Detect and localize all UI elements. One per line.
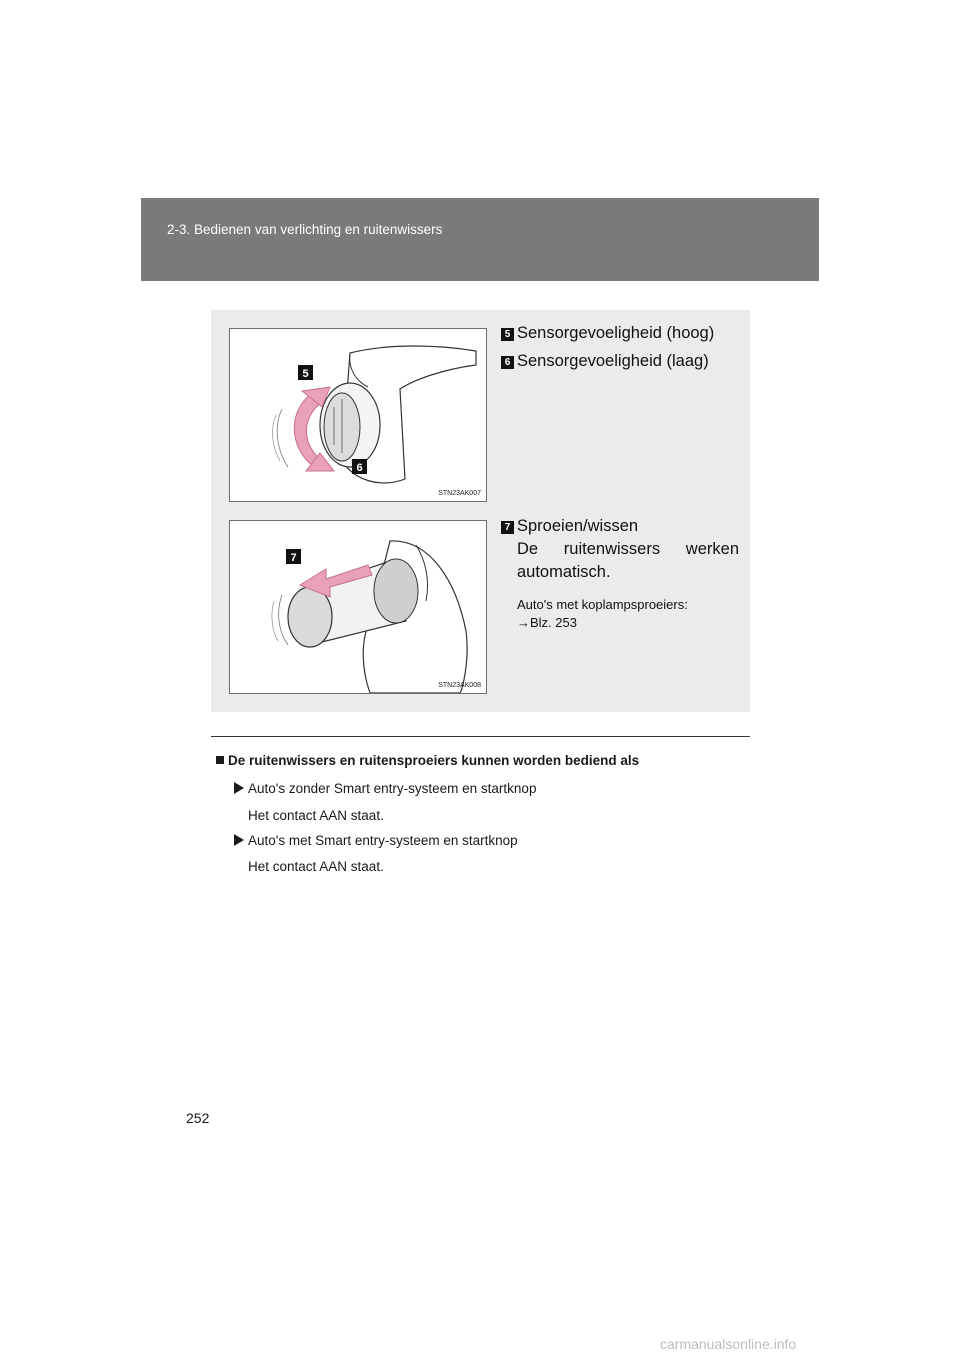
triangle-bullet-icon: [234, 834, 244, 846]
figure-spray-wipe: [229, 520, 487, 694]
item-5: [501, 322, 714, 345]
illustration-panel: [211, 310, 750, 712]
wiper-lever-pull-illustration: [230, 521, 486, 693]
item-6: [501, 350, 709, 373]
callout-5: 5: [302, 368, 309, 380]
square-bullet-icon: [216, 756, 224, 764]
item-number-badge: 5: [501, 328, 514, 341]
callout-6: 6: [356, 462, 363, 474]
divider: [211, 736, 750, 737]
note-prefix: Auto's met koplampsproeiers:: [517, 597, 688, 612]
figure-code: STN23AK008: [438, 682, 481, 689]
item-label: Sproeien/wissen: [517, 517, 639, 535]
item-description: De ruitenwissers werken automatisch.: [517, 540, 739, 581]
page-reference: →Blz. 253: [517, 615, 577, 630]
item-number-badge: 6: [501, 356, 514, 369]
condition-1-detail: Het contact AAN staat.: [248, 808, 384, 823]
condition-2: Auto's met Smart entry-systeem en startknop: [234, 833, 518, 848]
wiper-lever-rotate-illustration: [230, 329, 486, 501]
item-number-badge: 7: [501, 521, 514, 534]
section-title: 2-3. Bedienen van verlichting en ruitenwissers: [167, 222, 443, 237]
section-header: [141, 198, 819, 281]
note-heading: De ruitenwissers en ruitensproeiers kunnen worden bediend als: [216, 753, 639, 768]
page-number: 252: [186, 1110, 210, 1126]
figure-sensor-sensitivity: [229, 328, 487, 502]
condition-1: Auto's zonder Smart entry-systeem en startknop: [234, 781, 536, 796]
callout-7: 7: [290, 552, 297, 564]
triangle-bullet-icon: [234, 782, 244, 794]
watermark: carmanualsonline.info: [660, 1336, 797, 1352]
item-label: Sensorgevoeligheid (hoog): [517, 324, 715, 342]
item-label: Sensorgevoeligheid (laag): [517, 352, 709, 370]
item-7: [501, 515, 739, 632]
condition-2-detail: Het contact AAN staat.: [248, 859, 384, 874]
figure-code: STN23AK007: [438, 490, 481, 497]
